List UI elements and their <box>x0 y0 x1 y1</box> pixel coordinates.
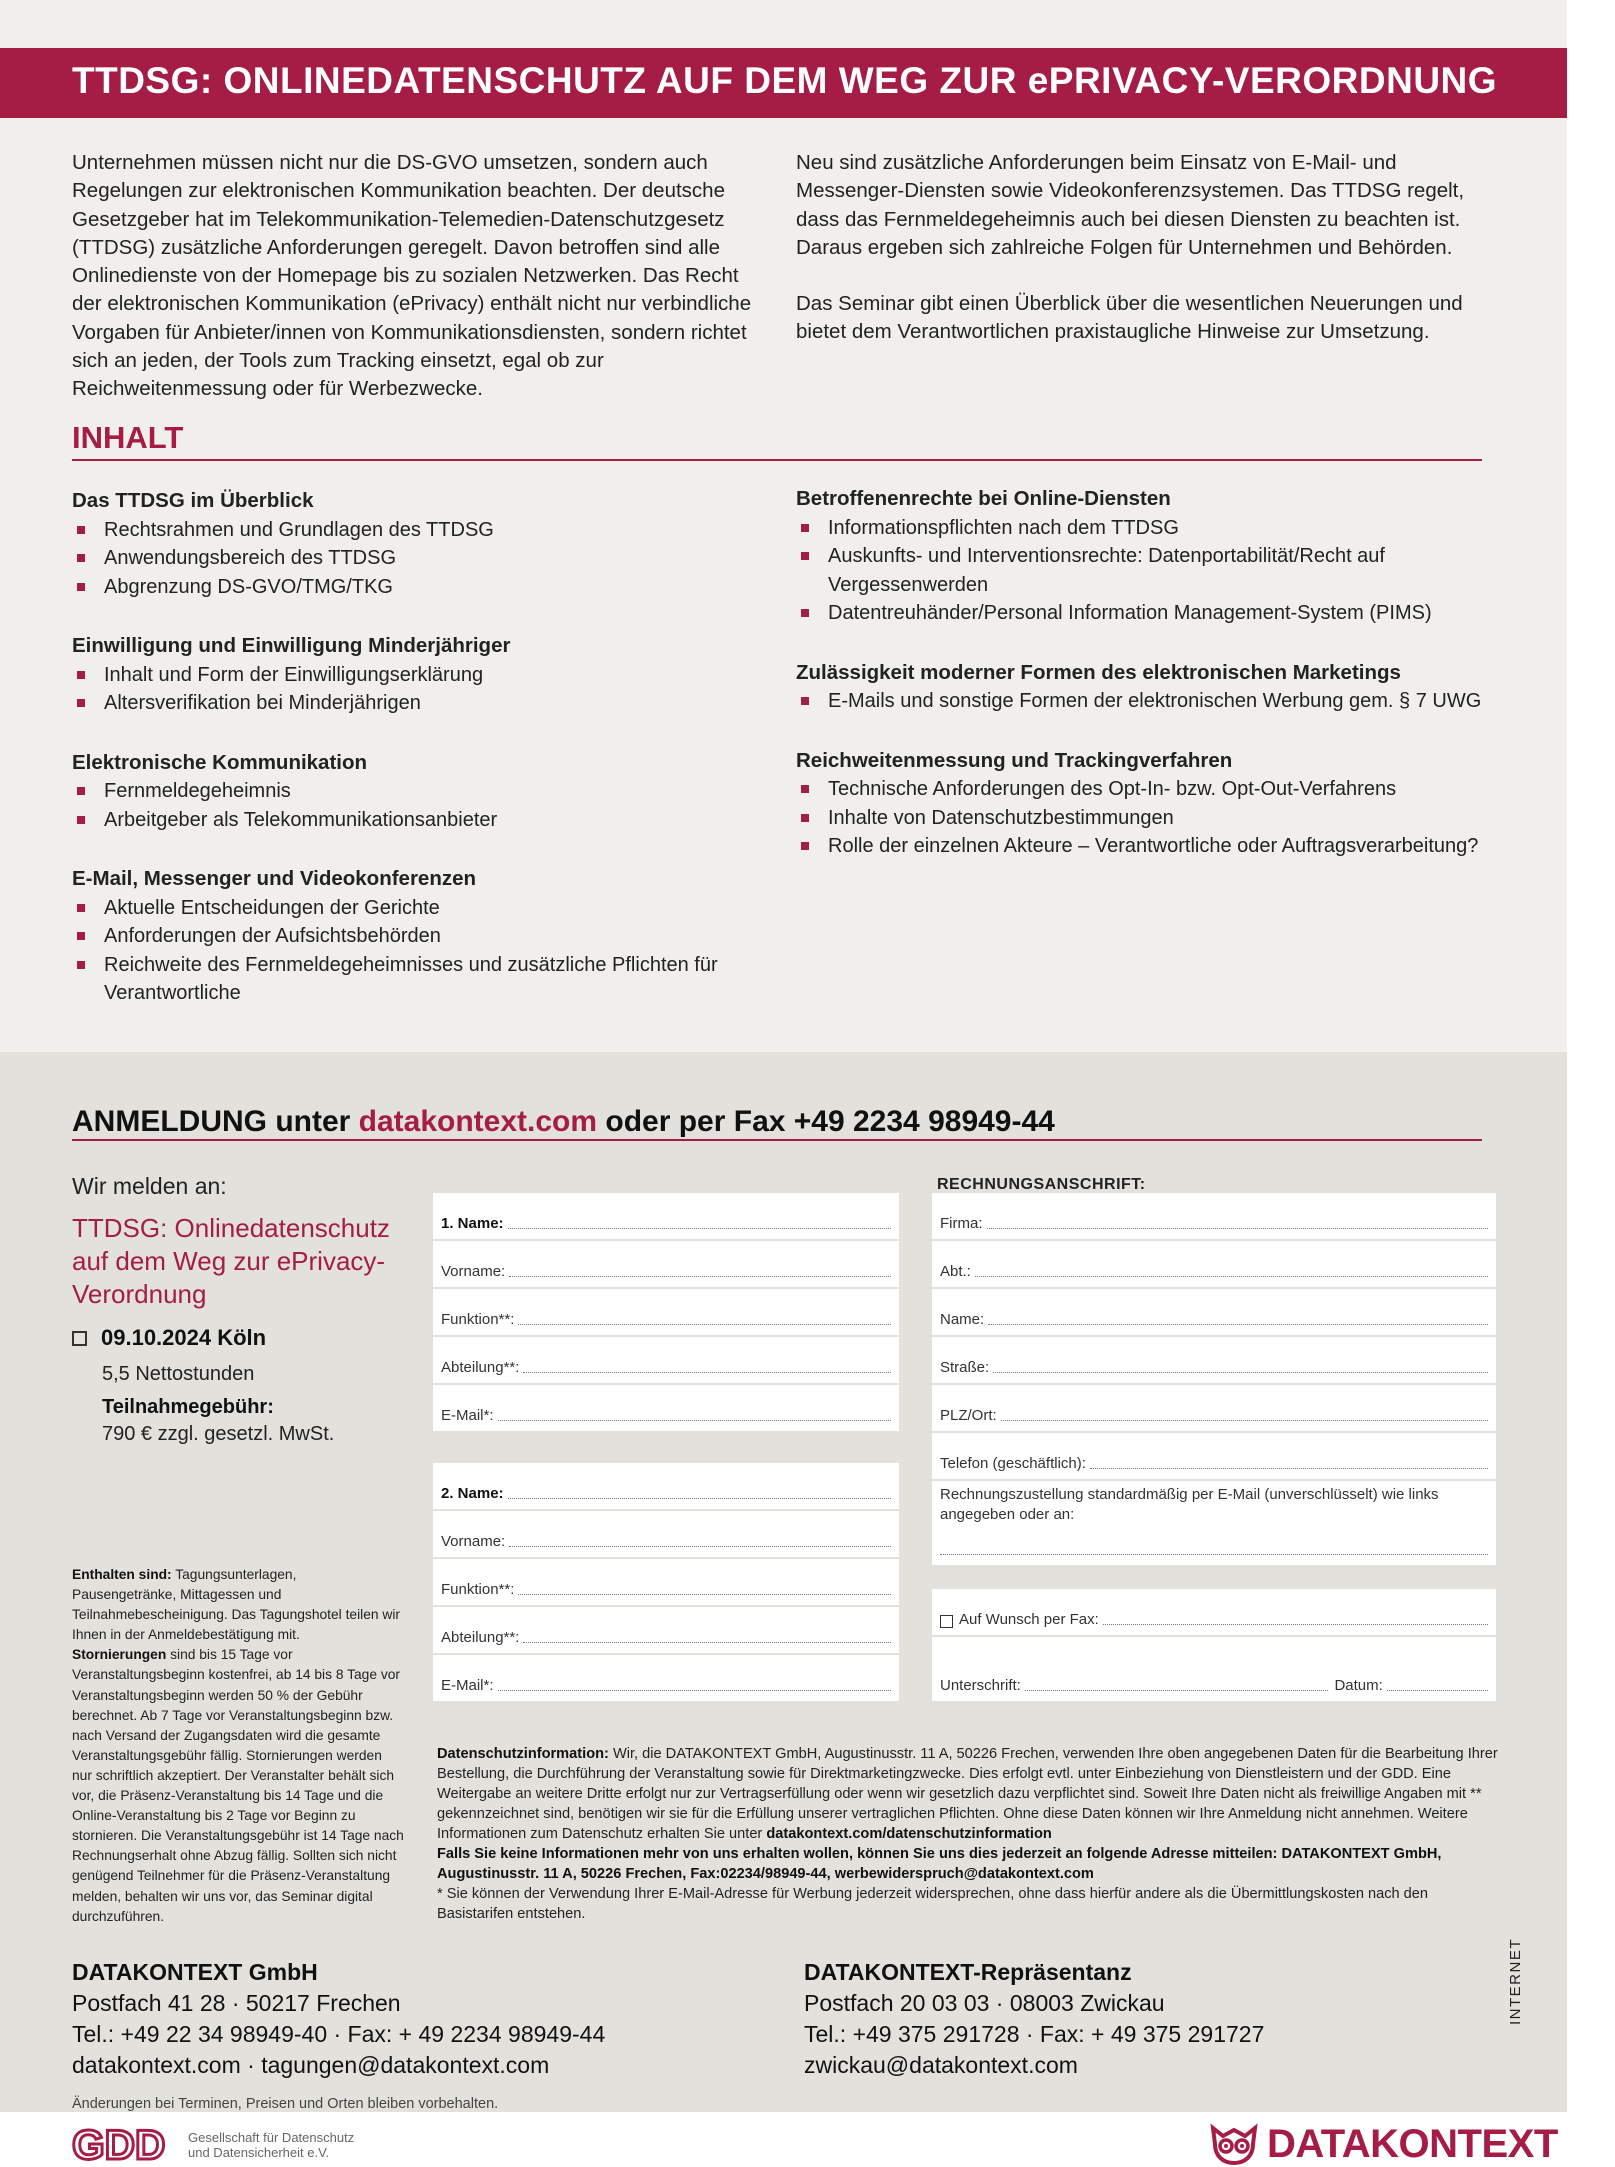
inhalt-group <box>796 485 1496 628</box>
datenschutz-footnote: * Sie können der Verwendung Ihrer E-Mail-Adresse für Werbung jederzeit widersprechen, ohne dass hierfür andere als die Übermittlungskosten nach den Basistarifen entstehen. <box>437 1886 1429 1922</box>
inhalt-list-item: Abgrenzung DS-GVO/TMG/TKG <box>72 573 772 602</box>
gdd-logo-mark <box>72 2126 180 2164</box>
fee-label: Teilnahmegebühr: <box>102 1396 274 1418</box>
inhalt-list-item: Inhalt und Form der Einwilligungserklärung <box>72 661 772 690</box>
inhalt-list-item: E-Mails und sonstige Formen der elektronischen Werbung gem. § 7 UWG <box>796 687 1496 716</box>
inhalt-list-item: Rechtsrahmen und Grundlagen des TTDSG <box>72 516 772 545</box>
datenschutz-text: Wir, die DATAKONTEXT GmbH, Augustinusstr. 11 A, 50226 Frechen, verwenden Ihre oben angegebenen Daten für die Bearbeitung Ihrer Bestellung, die Durchführung der Veranstaltung sowie für Direktmarketingzwecke. Dies erfolgt evtl. unter Einbeziehung von Dienstleistern und der GDD. Eine Weitergabe an weitere Dritte erfolgt nur zur Vertragserfüllung oder wenn wir gesetzlich dazu verpflichtet sind. Soweit Ihre Daten nicht als freiwillige Angaben mit ** gekennzeichnet sind, benötigen wir sie für die Erfüllung unserer vertraglichen Pflichten. Ohne diese Daten können wir Ihre Anmeldung nicht annehmen. Weitere Informationen zum Datenschutz erhalten Sie unter <box>437 1746 1498 1842</box>
p1-abteilung-field[interactable] <box>433 1337 899 1383</box>
zustellung-label: Rechnungszustellung standardmäßig per E-Mail (unverschlüsselt) wie links angegeben oder an: <box>940 1486 1439 1523</box>
inhalt-group-heading: Einwilligung und Einwilligung Minderjähriger <box>72 634 511 657</box>
p2-funktion-field[interactable] <box>433 1559 899 1605</box>
datenschutz-label: Datenschutzinformation: <box>437 1746 609 1762</box>
p2-vorname-label: Vorname: <box>441 1533 506 1550</box>
inhalt-list <box>796 514 1496 628</box>
p1-email-field[interactable] <box>433 1385 899 1431</box>
conditions-text <box>72 1565 404 1927</box>
p1-email-label: E-Mail*: <box>441 1407 494 1424</box>
inhalt-group-heading: Elektronische Kommunikation <box>72 750 368 774</box>
inhalt-group-heading: E-Mail, Messenger und Videokonferenzen <box>72 867 477 890</box>
p1-name-field[interactable] <box>433 1193 899 1239</box>
inhalt-list-item: Inhalte von Datenschutzbestimmungen <box>796 804 1496 833</box>
inhalt-list <box>72 516 772 602</box>
footer-left <box>72 1957 605 2081</box>
anmeldung-rule <box>72 1139 1482 1141</box>
telefon-label: Telefon (geschäftlich): <box>940 1455 1086 1472</box>
zustellung-field[interactable] <box>932 1481 1496 1565</box>
footer-right-address: Postfach 20 03 03 · 08003 Zwickau <box>804 1990 1165 2016</box>
intro-right <box>796 149 1486 347</box>
inhalt-rule <box>72 459 1482 461</box>
fax-checkbox[interactable] <box>940 1615 953 1628</box>
title-bar <box>0 48 1567 118</box>
p2-funktion-label: Funktion**: <box>441 1581 515 1598</box>
abt-label: Abt.: <box>940 1263 971 1280</box>
gdd-logo <box>72 2125 363 2165</box>
intro-right-text-2: Das Seminar gibt einen Überblick über die wesentlichen Neuerungen und bietet dem Verantwortlichen praxistaugliche Hinweise zur Umsetzung. <box>796 292 1463 344</box>
inhalt-list-item: Arbeitgeber als Telekommunikationsanbieter <box>72 806 772 835</box>
gdd-name: Gesellschaft für Datenschutz und Datensicherheit e.V. <box>188 2130 355 2160</box>
datum-label: Datum: <box>1334 1677 1383 1694</box>
p2-name-label: 2. Name: <box>441 1485 504 1502</box>
inhalt-group <box>72 865 772 1008</box>
date-checkbox[interactable] <box>72 1331 87 1346</box>
footer-left-phone: Tel.: +49 22 34 98949-40 · Fax: + 49 2234 98949-44 <box>72 2021 606 2047</box>
p1-funktion-field[interactable] <box>433 1289 899 1335</box>
datakontext-logo <box>1207 2122 1558 2166</box>
p2-email-label: E-Mail*: <box>441 1677 494 1694</box>
date-option[interactable] <box>72 1325 266 1351</box>
inhalt-list-item: Technische Anforderungen des Opt-In- bzw. Opt-Out-Verfahrens <box>796 775 1496 804</box>
anmeldung-heading <box>72 1105 1055 1139</box>
datenschutz-link[interactable]: datakontext.com/datenschutzinformation <box>766 1826 1052 1842</box>
inhalt-group <box>796 659 1496 716</box>
gdd-logo-text: GDD <box>72 2126 166 2164</box>
inhalt-group-heading: Zulässigkeit moderner Formen des elektronischen Marketings <box>796 660 1401 684</box>
inhalt-list <box>72 894 772 1008</box>
signature-field[interactable] <box>932 1637 1496 1701</box>
abt-field[interactable] <box>932 1241 1496 1287</box>
rechnung-name-label: Name: <box>940 1311 985 1328</box>
owl-icon <box>1207 2122 1261 2166</box>
unterschrift-label: Unterschrift: <box>940 1677 1021 1694</box>
fax-field[interactable] <box>932 1589 1496 1635</box>
fax-label: Auf Wunsch per Fax: <box>959 1611 1099 1628</box>
rechnung-name-field[interactable] <box>932 1289 1496 1335</box>
inhalt-list-item: Reichweite des Fernmeldegeheimnisses und zusätzliche Pflichten für Verantwortliche <box>72 951 772 1008</box>
storno-label: Stornierungen <box>72 1647 167 1663</box>
enthalten-label: Enthalten sind: <box>72 1567 172 1582</box>
inhalt-group-heading: Das TTDSG im Überblick <box>72 489 314 512</box>
datakontext-wordmark: DATAKONTEXT <box>1267 2121 1558 2166</box>
p1-abteilung-label: Abteilung**: <box>441 1359 520 1376</box>
wir-melden-label: Wir melden an: <box>72 1173 227 1199</box>
inhalt-list-item: Rolle der einzelnen Akteure – Verantwortliche oder Auftragsverarbeitung? <box>796 832 1496 861</box>
p2-abteilung-label: Abteilung**: <box>441 1629 520 1646</box>
course-title: TTDSG: Onlinedatenschutz auf dem Weg zur ePrivacy-Verordnung <box>72 1213 390 1309</box>
inhalt-group <box>796 747 1496 861</box>
inhalt-list-item: Anwendungsbereich des TTDSG <box>72 544 772 573</box>
intro-left <box>72 149 762 404</box>
page-title: TTDSG: ONLINEDATENSCHUTZ AUF DEM WEG ZUR ePRIVACY-VERORDNUNG <box>72 60 1498 101</box>
firma-field[interactable] <box>932 1193 1496 1239</box>
date-label: 09.10.2024 Köln <box>101 1325 267 1350</box>
plz-label: PLZ/Ort: <box>940 1407 997 1424</box>
inhalt-list <box>796 687 1496 716</box>
inhalt-list <box>72 661 772 718</box>
inhalt-group <box>72 487 772 601</box>
storno-text: sind bis 15 Tage vor Veranstaltungsbeginn kostenfrei, ab 14 bis 8 Tage vor Veranstaltungsbeginn werden 50 % der Gebühr berechnet. Ab 7 Tage vor Veranstaltungsbeginn bzw. nach Versand der Zugangsdaten wird die gesamte Veranstaltungsgebühr fällig. Stornierungen werden nur schriftlich akzeptiert. Der Veranstalter behält sich vor, die Präsenz-Veranstaltung bis 14 Tage und die Online-Veranstaltung bis 2 Tage vor Beginn zu stornieren. Die Veranstaltungsgebühr ist 14 Tage nach Rechnungserhalt ohne Abzug fällig. Sollten sich nicht genügend Teilnehmer für die Präsenz-Veranstaltung melden, behalten wir uns vor, das Seminar digital durchzuführen. <box>72 1647 404 1924</box>
inhalt-list-item: Informationspflichten nach dem TTDSG <box>796 514 1496 543</box>
footer-left-name: DATAKONTEXT GmbH <box>72 1959 318 1985</box>
hours-label: 5,5 Nettostunden <box>102 1363 255 1385</box>
anmeldung-suffix: oder per Fax +49 2234 98949-44 <box>597 1105 1055 1138</box>
datenschutz-info <box>437 1744 1499 1924</box>
intro-right-text-1: Neu sind zusätzliche Anforderungen beim Einsatz von E-Mail- und Messenger-Diensten sowie Videokonferenzsystemen. Das TTDSG regelt, dass das Fernmeldegeheimnis auch bei diesen Diensten zu beachten ist. Daraus ergeben sich zahlreiche Folgen für Unternehmen und Behörden. <box>796 151 1465 259</box>
rechnung-title: RECHNUNGSANSCHRIFT: <box>937 1176 1146 1193</box>
fee-value: 790 € zzgl. gesetzl. MwSt. <box>102 1423 335 1445</box>
plz-field[interactable] <box>932 1385 1496 1431</box>
p1-funktion-label: Funktion**: <box>441 1311 515 1328</box>
anmeldung-link[interactable]: datakontext.com <box>358 1105 598 1138</box>
inhalt-list <box>72 777 772 834</box>
inhalt-right-column <box>796 485 1496 892</box>
inhalt-list-item: Fernmeldegeheimnis <box>72 777 772 806</box>
footer-right-phone: Tel.: +49 375 291728 · Fax: + 49 375 291727 <box>804 2021 1265 2047</box>
inhalt-group-heading: Betroffenenrechte bei Online-Diensten <box>796 487 1171 510</box>
enthalten-text: Tagungsunterlagen, Pausengetränke, Mittagessen und Teilnahmebescheinigung. Das Tagungshotel teilen wir Ihnen in der Anmeldebestätigung mit. <box>72 1567 401 1643</box>
anmeldung-prefix: ANMELDUNG unter <box>72 1105 359 1138</box>
footer-left-web[interactable]: datakontext.com · tagungen@datakontext.com <box>72 2052 550 2078</box>
inhalt-list-item: Auskunfts- und Interventionsrechte: Datenportabilität/Recht auf Vergessenwerden <box>796 542 1496 599</box>
p1-vorname-field[interactable] <box>433 1241 899 1287</box>
disclaimer: Änderungen bei Terminen, Preisen und Orten bleiben vorbehalten. <box>72 2096 499 2112</box>
footer-right-name: DATAKONTEXT-Repräsentanz <box>804 1959 1132 1985</box>
telefon-field[interactable] <box>932 1433 1496 1479</box>
inhalt-group <box>72 632 772 718</box>
strasse-label: Straße: <box>940 1359 990 1376</box>
p1-vorname-label: Vorname: <box>441 1263 506 1280</box>
p2-name-field[interactable] <box>433 1463 899 1509</box>
inhalt-list-item: Altersverifikation bei Minderjährigen <box>72 689 772 718</box>
p2-vorname-field[interactable] <box>433 1511 899 1557</box>
firma-label: Firma: <box>940 1215 983 1232</box>
inhalt-group-heading: Reichweitenmessung und Trackingverfahren <box>796 748 1233 772</box>
footer-right <box>804 1957 1264 2081</box>
inhalt-title: INHALT <box>72 420 184 455</box>
inhalt-list-item: Aktuelle Entscheidungen der Gerichte <box>72 894 772 923</box>
inhalt-list-item: Anforderungen der Aufsichtsbehörden <box>72 922 772 951</box>
werbewiderspruch-text: Falls Sie keine Informationen mehr von uns erhalten wollen, können Sie uns dies jederzeit an folgende Adresse mitteilen: DATAKONTEXT GmbH, Augustinusstr. 11 A, 50226 Frechen, Fax:02234/98949-44, werbewiderspruch@datakontext.com <box>437 1846 1442 1882</box>
footer-right-web[interactable]: zwickau@datakontext.com <box>804 2052 1078 2078</box>
footer-left-address: Postfach 41 28 · 50217 Frechen <box>72 1990 401 2016</box>
p2-email-field[interactable] <box>433 1655 899 1701</box>
intro-left-text: Unternehmen müssen nicht nur die DS-GVO umsetzen, sondern auch Regelungen zur elektronischen Kommunikation beachten. Der deutsche Gesetzgeber hat im Telekommunikation-Telemedien-Datenschutzgesetz (TTDSG) zusätzliche Anforderungen geregelt. Davon betroffen sind alle Onlinedienste von der Homepage bis zu sozialen Netzwerken. Das Recht der elektronischen Kommunikation (ePrivacy) enthält nicht nur verbindliche Vorgaben für Anbieter/innen von Kommunikationsdiensten, sondern richtet sich an jeden, der Tools zum Tracking einsetzt, egal ob zur Reichweitenmessung oder für Werbezwecke. <box>72 151 752 401</box>
inhalt-list <box>796 775 1496 861</box>
inhalt-group <box>72 749 772 835</box>
p2-abteilung-field[interactable] <box>433 1607 899 1653</box>
inhalt-left-column <box>72 487 772 1039</box>
p1-name-label: 1. Name: <box>441 1215 504 1232</box>
internet-label: INTERNET <box>1507 1938 1524 2025</box>
inhalt-list-item: Datentreuhänder/Personal Information Management-System (PIMS) <box>796 599 1496 628</box>
strasse-field[interactable] <box>932 1337 1496 1383</box>
